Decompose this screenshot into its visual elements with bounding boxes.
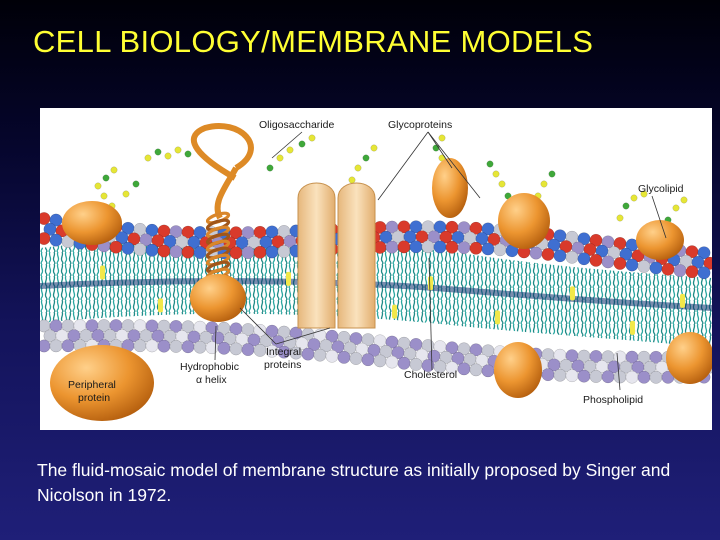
cholesterol <box>570 286 575 300</box>
phospholipid-head <box>302 348 314 360</box>
cholesterol <box>428 276 433 290</box>
phospholipid-head <box>40 232 50 244</box>
label-peripheral: Peripheral <box>68 379 116 391</box>
phospholipid-head <box>158 245 170 257</box>
phospholipid-head <box>374 355 386 367</box>
phospholipid-head <box>62 340 74 352</box>
phospholipid-head <box>110 241 122 253</box>
phospholipid-head <box>266 246 278 258</box>
phospholipid-head <box>170 245 182 257</box>
phospholipid-head <box>566 370 578 382</box>
phospholipid-head <box>254 344 266 356</box>
sugar-unit <box>487 161 493 167</box>
phospholipid-head <box>434 241 446 253</box>
phospholipid-head <box>350 352 362 364</box>
sugar-unit <box>681 197 687 203</box>
sugar-unit <box>185 151 191 157</box>
glycoprotein-right <box>498 193 550 249</box>
phospholipid-head <box>614 257 626 269</box>
slide-caption: The fluid-mosaic model of membrane structure as initially proposed by Singer and Nicolson in 1972. <box>37 460 671 505</box>
sugar-unit <box>111 167 117 173</box>
phospholipid-head <box>242 246 254 258</box>
phospholipid-head <box>230 343 242 355</box>
phospholipid-head <box>50 234 62 246</box>
label-glycoproteins: Glycoproteins <box>388 119 453 131</box>
phospholipid-head <box>158 340 170 352</box>
phospholipid-head <box>398 241 410 253</box>
phospholipid-head <box>698 267 710 279</box>
phospholipid-head <box>566 251 578 263</box>
phospholipid-head <box>374 241 386 253</box>
glycoprotein-far-right <box>636 220 684 260</box>
phospholipid-head <box>470 364 482 376</box>
phospholipid-head <box>470 242 482 254</box>
phospholipid-head <box>590 370 602 382</box>
phospholipid-head <box>686 266 698 278</box>
phospholipid-head <box>542 368 554 380</box>
glycoprotein-left <box>62 201 122 245</box>
phospholipid-head <box>554 250 566 262</box>
cholesterol <box>158 298 163 312</box>
label-protein: protein <box>78 392 111 404</box>
sugar-unit <box>349 177 355 183</box>
phospholipid-head <box>242 343 254 355</box>
phospholipid-head <box>194 341 206 353</box>
sugar-unit <box>549 171 555 177</box>
phospholipid-head <box>338 351 350 363</box>
phospholipid-head <box>122 242 134 254</box>
phospholipid-head <box>398 357 410 369</box>
phospholipid-head <box>50 340 62 352</box>
phospholipid-head <box>146 244 158 256</box>
phospholipid-head <box>362 353 374 365</box>
glycoprotein-mid <box>432 158 468 218</box>
sugar-unit <box>673 205 679 211</box>
label-glycolipid: Glycolipid <box>638 183 684 195</box>
sugar-unit <box>617 215 623 221</box>
phospholipid-head <box>458 363 470 375</box>
sugar-unit <box>541 181 547 187</box>
phospholipid-head <box>602 371 614 383</box>
sugar-unit <box>123 191 129 197</box>
label-integral: Integral <box>266 346 302 358</box>
sugar-unit <box>439 135 445 141</box>
phospholipid-head <box>230 247 242 259</box>
integral-protein-a <box>298 183 335 328</box>
phospholipid-head <box>602 256 614 268</box>
cholesterol <box>630 321 635 335</box>
phospholipid-head <box>614 371 626 383</box>
phospholipid-head <box>482 243 494 255</box>
phospholipid-head <box>626 259 638 271</box>
phospholipid-head <box>194 246 206 258</box>
sugar-unit <box>371 145 377 151</box>
peripheral-protein-right <box>666 332 712 384</box>
phospholipid-head <box>650 371 662 383</box>
label-proteins: proteins <box>264 359 302 371</box>
phospholipid-head <box>254 246 266 258</box>
sugar-unit <box>363 155 369 161</box>
integral-protein-b <box>338 183 375 328</box>
cholesterol <box>392 305 397 319</box>
sugar-unit <box>299 141 305 147</box>
phospholipid-head <box>134 340 146 352</box>
phospholipid-head <box>314 349 326 361</box>
cholesterol <box>100 266 105 280</box>
phospholipid-head <box>218 342 230 354</box>
sugar-unit <box>623 203 629 209</box>
phospholipid-head <box>386 241 398 253</box>
phospholipid-head <box>40 340 50 352</box>
sugar-unit <box>631 195 637 201</box>
sugar-unit <box>277 155 283 161</box>
phospholipid-head <box>206 341 218 353</box>
cholesterol <box>680 294 685 308</box>
phospholipid-head <box>410 241 422 253</box>
phospholipid-head <box>674 264 686 276</box>
membrane-diagram <box>40 108 712 430</box>
slide-title: CELL BIOLOGY/MEMBRANE MODELS <box>33 24 594 59</box>
sugar-unit <box>165 153 171 159</box>
sugar-unit <box>133 181 139 187</box>
label-hydrophobic: Hydrophobic <box>180 361 239 373</box>
sugar-unit <box>493 171 499 177</box>
phospholipid-head <box>326 350 338 362</box>
sugar-unit <box>175 147 181 153</box>
sugar-unit <box>95 183 101 189</box>
phospholipid-head <box>494 244 506 256</box>
phospholipid-head <box>182 341 194 353</box>
sugar-unit <box>287 147 293 153</box>
phospholipid-head <box>530 247 542 259</box>
cholesterol <box>286 272 291 286</box>
phospholipid-head <box>386 356 398 368</box>
phospholipid-head <box>662 263 674 275</box>
sugar-unit <box>145 155 151 161</box>
sugar-unit <box>355 165 361 171</box>
phospholipid-head <box>542 248 554 260</box>
phospholipid-head <box>626 371 638 383</box>
phospholipid-head <box>638 260 650 272</box>
phospholipid-head <box>578 253 590 265</box>
phospholipid-head <box>578 370 590 382</box>
phospholipid-head <box>146 340 158 352</box>
peripheral-protein-bottom <box>494 342 542 398</box>
phospholipid-head <box>482 365 494 377</box>
phospholipid-head <box>638 371 650 383</box>
cholesterol <box>495 310 500 324</box>
helix-anchor-domain <box>190 274 246 322</box>
label-phospholipid: Phospholipid <box>583 394 644 406</box>
label-oligosaccharide: Oligosaccharide <box>259 119 335 131</box>
phospholipid-head <box>40 212 50 224</box>
phospholipid-head <box>134 243 146 255</box>
phospholipid-head <box>554 369 566 381</box>
sugar-unit <box>309 135 315 141</box>
label-cholesterol: Cholesterol <box>404 369 458 381</box>
sugar-unit <box>101 193 107 199</box>
sugar-unit <box>103 175 109 181</box>
phospholipid-head <box>422 241 434 253</box>
phospholipid-head <box>590 254 602 266</box>
oligosaccharide-chains <box>95 135 687 223</box>
phospholipid-head <box>182 246 194 258</box>
phospholipid-head <box>170 340 182 352</box>
phospholipid-head <box>278 245 290 257</box>
phospholipid-head <box>650 262 662 274</box>
sugar-unit <box>499 181 505 187</box>
sugar-unit <box>267 165 273 171</box>
phospholipid-head <box>446 241 458 253</box>
label-alpha-helix: α helix <box>196 374 227 386</box>
sugar-unit <box>155 149 161 155</box>
phospholipid-head <box>458 241 470 253</box>
